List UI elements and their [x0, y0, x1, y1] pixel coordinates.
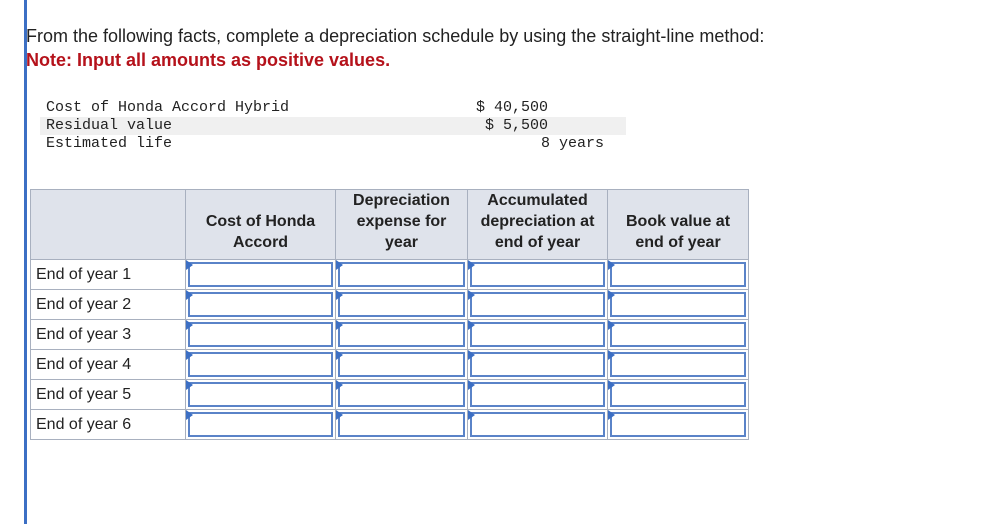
- cell-accumulated: [468, 260, 608, 290]
- input-box: [188, 262, 333, 287]
- input-box: [188, 412, 333, 437]
- cell-expense: [336, 380, 468, 410]
- cost-input-year-3[interactable]: [190, 324, 331, 345]
- cost-input-year-6[interactable]: [190, 414, 331, 435]
- input-marker-icon: [336, 410, 343, 420]
- input-marker-icon: [336, 260, 343, 270]
- header-cost: Cost of Honda Accord: [186, 190, 336, 260]
- cell-book-value: [608, 350, 749, 380]
- input-marker-icon: [468, 260, 475, 270]
- input-box: [338, 262, 465, 287]
- accumulated-input-year-6[interactable]: [472, 414, 603, 435]
- expense-input-year-4[interactable]: [340, 354, 463, 375]
- fact-value: 8 years: [540, 135, 604, 152]
- input-box: [610, 322, 746, 347]
- input-marker-icon: [468, 380, 475, 390]
- header-blank: [31, 190, 186, 260]
- input-marker-icon: [186, 410, 193, 420]
- cost-input-year-5[interactable]: [190, 384, 331, 405]
- accumulated-input-year-1[interactable]: [472, 264, 603, 285]
- fact-row-life: [40, 135, 626, 153]
- cost-input-year-1[interactable]: [190, 264, 331, 285]
- input-marker-icon: [468, 410, 475, 420]
- input-marker-icon: [608, 380, 615, 390]
- input-marker-icon: [468, 350, 475, 360]
- expense-input-year-3[interactable]: [340, 324, 463, 345]
- accumulated-input-year-5[interactable]: [472, 384, 603, 405]
- cell-expense: [336, 320, 468, 350]
- table-row: [31, 350, 749, 380]
- input-marker-icon: [468, 320, 475, 330]
- cell-cost: [186, 410, 336, 440]
- input-marker-icon: [186, 350, 193, 360]
- input-box: [610, 382, 746, 407]
- cell-cost: [186, 380, 336, 410]
- book-value-input-year-3[interactable]: [612, 324, 744, 345]
- input-marker-icon: [468, 290, 475, 300]
- row-label: End of year 5: [31, 380, 186, 410]
- input-marker-icon: [336, 380, 343, 390]
- table-row: [31, 260, 749, 290]
- input-marker-icon: [186, 260, 193, 270]
- table-row: [31, 320, 749, 350]
- expense-input-year-5[interactable]: [340, 384, 463, 405]
- fact-label: Cost of Honda Accord Hybrid: [46, 99, 290, 116]
- row-label: End of year 4: [31, 350, 186, 380]
- input-marker-icon: [186, 380, 193, 390]
- input-box: [470, 262, 605, 287]
- cell-cost: [186, 260, 336, 290]
- input-marker-icon: [186, 320, 193, 330]
- input-box: [470, 412, 605, 437]
- cost-input-year-2[interactable]: [190, 294, 331, 315]
- expense-input-year-2[interactable]: [340, 294, 463, 315]
- header-accumulated: Accumulated depreciation at end of year: [468, 190, 608, 260]
- row-label: End of year 3: [31, 320, 186, 350]
- input-box: [610, 262, 746, 287]
- input-box: [610, 292, 746, 317]
- cell-cost: [186, 290, 336, 320]
- book-value-input-year-1[interactable]: [612, 264, 744, 285]
- cell-accumulated: [468, 350, 608, 380]
- cell-book-value: [608, 290, 749, 320]
- accumulated-input-year-3[interactable]: [472, 324, 603, 345]
- input-marker-icon: [608, 260, 615, 270]
- cell-expense: [336, 350, 468, 380]
- input-box: [610, 352, 746, 377]
- fact-row-cost: [40, 99, 626, 117]
- question-text: From the following facts, complete a depreciation schedule by using the straight-line method:: [26, 26, 765, 46]
- cell-expense: [336, 290, 468, 320]
- row-label: End of year 1: [31, 260, 186, 290]
- table-row: [31, 410, 749, 440]
- input-marker-icon: [608, 320, 615, 330]
- cell-book-value: [608, 410, 749, 440]
- input-box: [188, 322, 333, 347]
- book-value-input-year-5[interactable]: [612, 384, 744, 405]
- input-box: [188, 352, 333, 377]
- input-box: [338, 322, 465, 347]
- cell-expense: [336, 260, 468, 290]
- book-value-input-year-2[interactable]: [612, 294, 744, 315]
- cell-accumulated: [468, 410, 608, 440]
- row-label: End of year 6: [31, 410, 186, 440]
- input-box: [188, 382, 333, 407]
- expense-input-year-1[interactable]: [340, 264, 463, 285]
- left-accent-bar: [24, 0, 27, 524]
- input-marker-icon: [336, 350, 343, 360]
- depreciation-schedule-table: [30, 189, 749, 440]
- cell-book-value: [608, 320, 749, 350]
- book-value-input-year-4[interactable]: [612, 354, 744, 375]
- header-expense: Depreciation expense for year: [336, 190, 468, 260]
- cell-accumulated: [468, 320, 608, 350]
- note-text: Note: Input all amounts as positive values.: [26, 50, 391, 70]
- fact-value: $ 40,500: [475, 99, 548, 116]
- input-box: [338, 382, 465, 407]
- row-label: End of year 2: [31, 290, 186, 320]
- input-box: [470, 382, 605, 407]
- input-box: [338, 412, 465, 437]
- input-marker-icon: [186, 290, 193, 300]
- input-marker-icon: [608, 350, 615, 360]
- fact-value: $ 5,500: [484, 117, 548, 134]
- input-box: [470, 352, 605, 377]
- input-box: [470, 292, 605, 317]
- table-row: [31, 290, 749, 320]
- cell-book-value: [608, 260, 749, 290]
- cell-accumulated: [468, 290, 608, 320]
- table-row: [31, 380, 749, 410]
- input-marker-icon: [608, 410, 615, 420]
- book-value-input-year-6[interactable]: [612, 414, 744, 435]
- cell-cost: [186, 350, 336, 380]
- input-box: [470, 322, 605, 347]
- cell-book-value: [608, 380, 749, 410]
- fact-label: Estimated life: [46, 135, 173, 152]
- input-box: [338, 352, 465, 377]
- accumulated-input-year-2[interactable]: [472, 294, 603, 315]
- table-header-row: [31, 190, 749, 260]
- cost-input-year-4[interactable]: [190, 354, 331, 375]
- input-marker-icon: [608, 290, 615, 300]
- input-box: [610, 412, 746, 437]
- input-marker-icon: [336, 320, 343, 330]
- facts-block: [40, 99, 626, 153]
- cell-cost: [186, 320, 336, 350]
- input-marker-icon: [336, 290, 343, 300]
- fact-label: Residual value: [46, 117, 173, 134]
- input-box: [338, 292, 465, 317]
- accumulated-input-year-4[interactable]: [472, 354, 603, 375]
- fact-row-residual: [40, 117, 626, 135]
- expense-input-year-6[interactable]: [340, 414, 463, 435]
- cell-accumulated: [468, 380, 608, 410]
- input-box: [188, 292, 333, 317]
- cell-expense: [336, 410, 468, 440]
- header-book-value: Book value at end of year: [608, 190, 749, 260]
